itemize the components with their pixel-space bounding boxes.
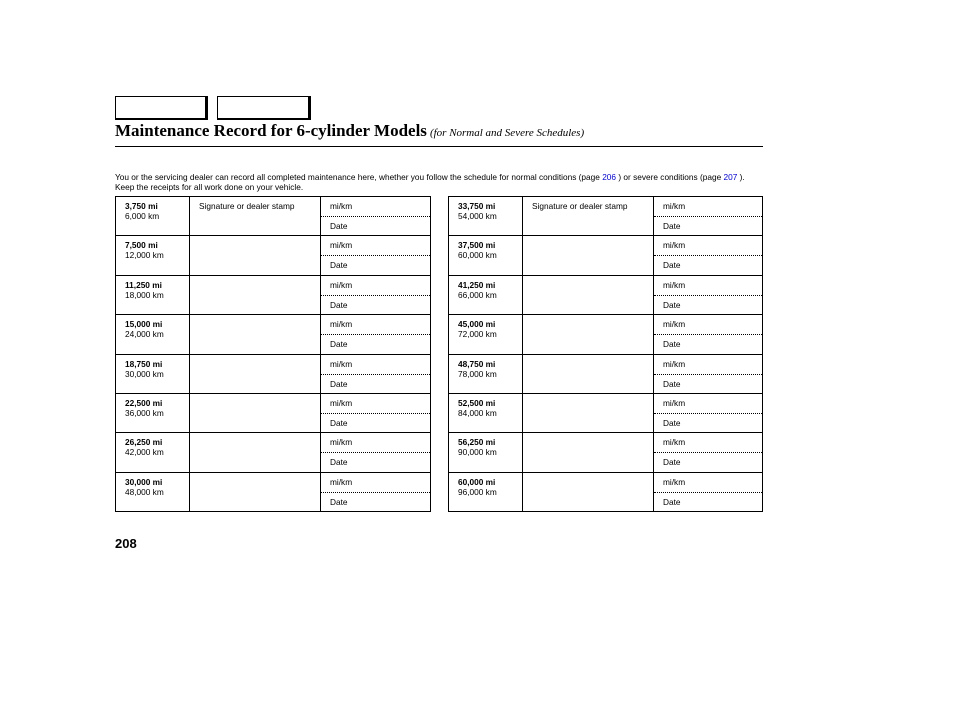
mileage-cell [116,275,190,314]
table-row [116,433,431,472]
maintenance-table-right [448,196,763,512]
dotted-divider [654,295,762,296]
mileage-miles: 48,750 mi [458,358,496,369]
mileage-cell [116,472,190,511]
mileage-date-cell[interactable] [654,433,763,472]
mileage-cell [116,393,190,432]
date-label: Date [663,299,681,310]
signature-cell[interactable] [190,354,321,393]
dotted-divider [321,413,430,414]
mileage-miles: 15,000 mi [125,319,163,330]
mileage-km: 60,000 km [458,250,497,261]
intro-text-1: You or the servicing dealer can record all completed maintenance here, whether you follow the schedule for normal conditions (page [115,172,603,182]
mikm-label: mi/km [330,397,353,408]
mileage-date-cell[interactable] [321,472,431,511]
dotted-divider [654,334,762,335]
mikm-label: mi/km [663,358,686,369]
mileage-date-cell[interactable] [321,197,431,236]
mileage-km: 12,000 km [125,250,164,261]
date-label: Date [330,299,348,310]
mileage-km: 36,000 km [125,407,164,418]
mileage-date-cell[interactable] [321,433,431,472]
signature-cell[interactable] [190,472,321,511]
table-row [116,315,431,354]
date-label: Date [663,496,681,507]
date-label: Date [663,417,681,428]
mikm-label: mi/km [663,437,686,448]
page-subtitle: (for Normal and Severe Schedules) [429,127,585,139]
table-row [449,315,763,354]
signature-cell[interactable] [190,275,321,314]
signature-label: Signature or dealer stamp [532,201,628,211]
table-row [116,275,431,314]
date-label: Date [330,260,348,271]
date-label: Date [663,339,681,350]
mileage-miles: 33,750 mi [458,201,496,211]
dotted-divider [321,255,430,256]
mikm-label: mi/km [330,201,353,211]
maintenance-table-right-body [449,197,763,512]
mileage-miles: 45,000 mi [458,319,496,330]
date-label: Date [663,221,681,231]
mileage-cell [449,197,523,236]
mikm-label: mi/km [663,397,686,408]
mileage-cell [116,433,190,472]
date-label: Date [330,339,348,350]
dotted-divider [321,452,430,453]
mileage-cell [116,197,190,236]
mileage-miles: 41,250 mi [458,279,496,290]
mileage-miles: 7,500 mi [125,240,158,251]
mikm-label: mi/km [330,240,353,251]
mileage-km: 96,000 km [458,486,497,497]
intro-paragraph [115,172,765,192]
page-link-206[interactable]: 206 [602,172,617,182]
dotted-divider [321,492,430,493]
mileage-cell [449,275,523,314]
mileage-miles: 18,750 mi [125,358,163,369]
mileage-km: 84,000 km [458,407,497,418]
mileage-cell [116,236,190,275]
page-title [115,121,584,141]
dotted-divider [654,255,762,256]
page-number: 208 [115,536,137,551]
mileage-miles: 11,250 mi [125,279,162,290]
signature-cell[interactable] [523,197,654,236]
mikm-label: mi/km [663,476,686,487]
signature-cell[interactable] [190,197,321,236]
mileage-km: 30,000 km [125,368,164,379]
date-label: Date [330,417,348,428]
signature-cell[interactable] [523,472,654,511]
signature-cell[interactable] [523,354,654,393]
mileage-date-cell[interactable] [321,393,431,432]
page-link-207[interactable]: 207 [723,172,738,182]
mileage-date-cell[interactable] [654,315,763,354]
mileage-km: 54,000 km [458,211,497,221]
mikm-label: mi/km [330,437,353,448]
mileage-miles: 60,000 mi [458,476,496,487]
date-label: Date [330,221,348,231]
mikm-label: mi/km [330,476,353,487]
mileage-date-cell[interactable] [654,472,763,511]
signature-cell[interactable] [523,275,654,314]
mileage-miles: 56,250 mi [458,437,496,448]
table-row [116,354,431,393]
mileage-date-cell[interactable] [321,354,431,393]
mileage-km: 48,000 km [125,486,164,497]
mileage-date-cell[interactable] [321,275,431,314]
table-row [449,433,763,472]
mileage-km: 66,000 km [458,289,497,300]
intro-text-3: ). Keep the receipts for all work done on your vehicle. [115,172,745,192]
mileage-miles: 30,000 mi [125,476,163,487]
mikm-label: mi/km [663,240,686,251]
maintenance-table-left [115,196,431,512]
mileage-cell [449,472,523,511]
table-row [449,393,763,432]
mileage-cell [449,433,523,472]
dotted-divider [654,492,762,493]
date-label: Date [330,378,348,389]
mikm-label: mi/km [663,279,686,290]
page-title-main: Maintenance Record for 6-cylinder Models [115,121,427,140]
mileage-cell [116,354,190,393]
signature-cell[interactable] [523,315,654,354]
mikm-label: mi/km [330,279,353,290]
title-rule [115,146,763,147]
table-row [449,236,763,275]
mileage-date-cell[interactable] [321,315,431,354]
mileage-miles: 37,500 mi [458,240,496,251]
mikm-label: mi/km [330,319,353,330]
header-tab-box-2 [217,96,311,120]
signature-cell[interactable] [190,315,321,354]
mileage-km: 78,000 km [458,368,497,379]
date-label: Date [330,457,348,468]
mikm-label: mi/km [663,319,686,330]
mileage-miles: 52,500 mi [458,397,496,408]
table-row [449,472,763,511]
table-row [116,236,431,275]
dotted-divider [321,216,430,217]
date-label: Date [663,457,681,468]
signature-cell[interactable] [190,433,321,472]
signature-cell[interactable] [523,236,654,275]
mileage-cell [116,315,190,354]
intro-text-2: ) or severe conditions (page [616,172,724,182]
table-row [116,472,431,511]
table-row [449,275,763,314]
signature-cell[interactable] [190,236,321,275]
mileage-km: 72,000 km [458,329,497,340]
mileage-km: 42,000 km [125,447,164,458]
dotted-divider [654,413,762,414]
table-row [116,197,431,236]
header-tab-box-1 [115,96,208,120]
mileage-miles: 22,500 mi [125,397,163,408]
mileage-date-cell[interactable] [654,197,763,236]
mileage-date-cell[interactable] [321,236,431,275]
mileage-km: 6,000 km [125,211,160,221]
mileage-cell [449,315,523,354]
mileage-cell [449,354,523,393]
table-row [116,393,431,432]
mileage-date-cell[interactable] [654,275,763,314]
mileage-cell [449,236,523,275]
table-row [449,354,763,393]
mikm-label: mi/km [663,201,686,211]
date-label: Date [330,496,348,507]
dotted-divider [654,216,762,217]
signature-label: Signature or dealer stamp [199,201,295,211]
mileage-miles: 26,250 mi [125,437,163,448]
mileage-km: 24,000 km [125,329,164,340]
dotted-divider [321,374,430,375]
mikm-label: mi/km [330,358,353,369]
date-label: Date [663,378,681,389]
mileage-km: 90,000 km [458,447,497,458]
table-row [449,197,763,236]
mileage-miles: 3,750 mi [125,201,158,211]
mileage-km: 18,000 km [125,289,164,300]
maintenance-table-left-body [116,197,431,512]
signature-cell[interactable] [190,393,321,432]
mileage-cell [449,393,523,432]
dotted-divider [654,374,762,375]
dotted-divider [321,295,430,296]
mileage-date-cell[interactable] [654,354,763,393]
dotted-divider [321,334,430,335]
date-label: Date [663,260,681,271]
mileage-date-cell[interactable] [654,236,763,275]
dotted-divider [654,452,762,453]
signature-cell[interactable] [523,393,654,432]
mileage-date-cell[interactable] [654,393,763,432]
signature-cell[interactable] [523,433,654,472]
